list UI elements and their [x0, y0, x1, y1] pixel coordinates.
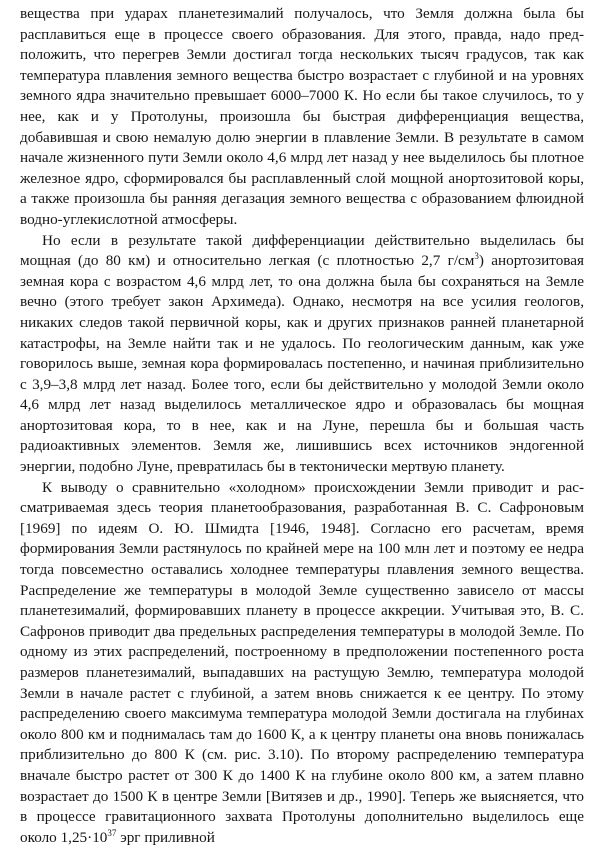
- document-page: [20, 4, 584, 848]
- paragraph-2: [20, 231, 584, 478]
- paragraph-1: [20, 4, 584, 231]
- paragraph-1-text: вещества при ударах планетезималий получалось, что Земля должна была бы расплавиться еще в процессе своего образования. Для этого, правда, надо предположить, что перегрев Земли достигал тогда нескольких тысяч градусов, так как температура плавления земного вещества быстро возрастает с глубиной и на уровнях земного ядра значительно превышает 6000–7000 К. Но если бы такое случилось, то у нее, как и у Протолуны, произошла бы быстрая дифференциация вещества, добавившая и свою немалую долю энергии в плавление Земли. В результате в самом начале жизненного пути Земли около 4,6 млрд лет назад у нее выделилось бы плотное железное ядро, сформировался бы расплавленный слой мощной анортозитовой коры, а также произошла бы ранняя дегазация земного вещества с образованием флюидной водно-углекислотной атмосферы.: [20, 5, 584, 228]
- superscript-exponent: 37: [107, 827, 117, 838]
- paragraph-3-text-a: К выводу о сравнительно «холодном» происхождении Земли приводит и рассматриваемая здесь теория планетообразования, разработанная В. С. Сафроновым [1969] по идеям О. Ю. Шмидта [1946, 1948]. Согласно его расчетам, время формирования Земли растянулось по крайней мере на 100 млн лет и поэтому ее недра тогда повсеместно оставались холоднее температуры плавления земного вещества. Распределение же температуры в молодой Земле существенно зависело от массы планетезималий, формировавших планету в процессе аккреции. Учитывая это, В. С. Сафронов приводит два предельных распределения температуры в молодой Земле. По одному из этих распределений, построенному в предположении постепенного роста размеров планетезималий, выпадавших на растущую Землю, температура молодой Земли в начале растет с глубиной, а затем вновь снижается к ее центру. По этому распределению своего максимума температура молодой Земли достигала на глубинах около 800 км и поднималась там до 1600 К, а к центру планеты она вновь понижалась приблизительно до 800 К (см. рис. 3.10). По второму распределению температура вначале быстро растет от 300 К до 1400 К на глубине около 800 км, а затем плавно возрастает до 1500 К в центре Земли [Витязев и др., 1990]. Теперь же выясняется, что в процессе гравитационного захвата Протолуны дополнительно выделилось еще около 1,25·10: [20, 478, 584, 846]
- paragraph-2-text-a: Но если в результате такой дифференциации действительно выделилась бы мощная (до 80 км) и относительно легкая (с плотностью 2,7 г/см: [20, 231, 584, 270]
- superscript-cube: 3: [474, 251, 479, 262]
- paragraph-2-text-b: ) анортозитовая земная кора с возрастом 4,6 млрд лет, то она должна была бы сохраняться на Земле вечно (этого требует закон Архимеда). Однако, несмотря на все усилия геологов, никаких следов такой первичной коры, как и других признаков ранней планетарной катастрофы, на Земле найти так и не удалось. По геологическим данным, как уже говорилось выше, земная кора формировалась постепенно, и начиная приблизительно с 3,9–3,8 млрд лет назад. Более того, если бы действительно у молодой Земли около 4,6 млрд лет назад выделилось металлическое ядро и образовалась бы мощная анортозитовая кора, то в нее, как и на Луне, перешла бы и большая часть радиоактивных элементов. Земля же, лишившись всех источников эндогенной энергии, подобно Луне, превратилась бы в тектонически мертвую планету.: [20, 252, 584, 476]
- paragraph-3-text-b: эрг приливной: [116, 828, 215, 846]
- paragraph-3: [20, 478, 584, 849]
